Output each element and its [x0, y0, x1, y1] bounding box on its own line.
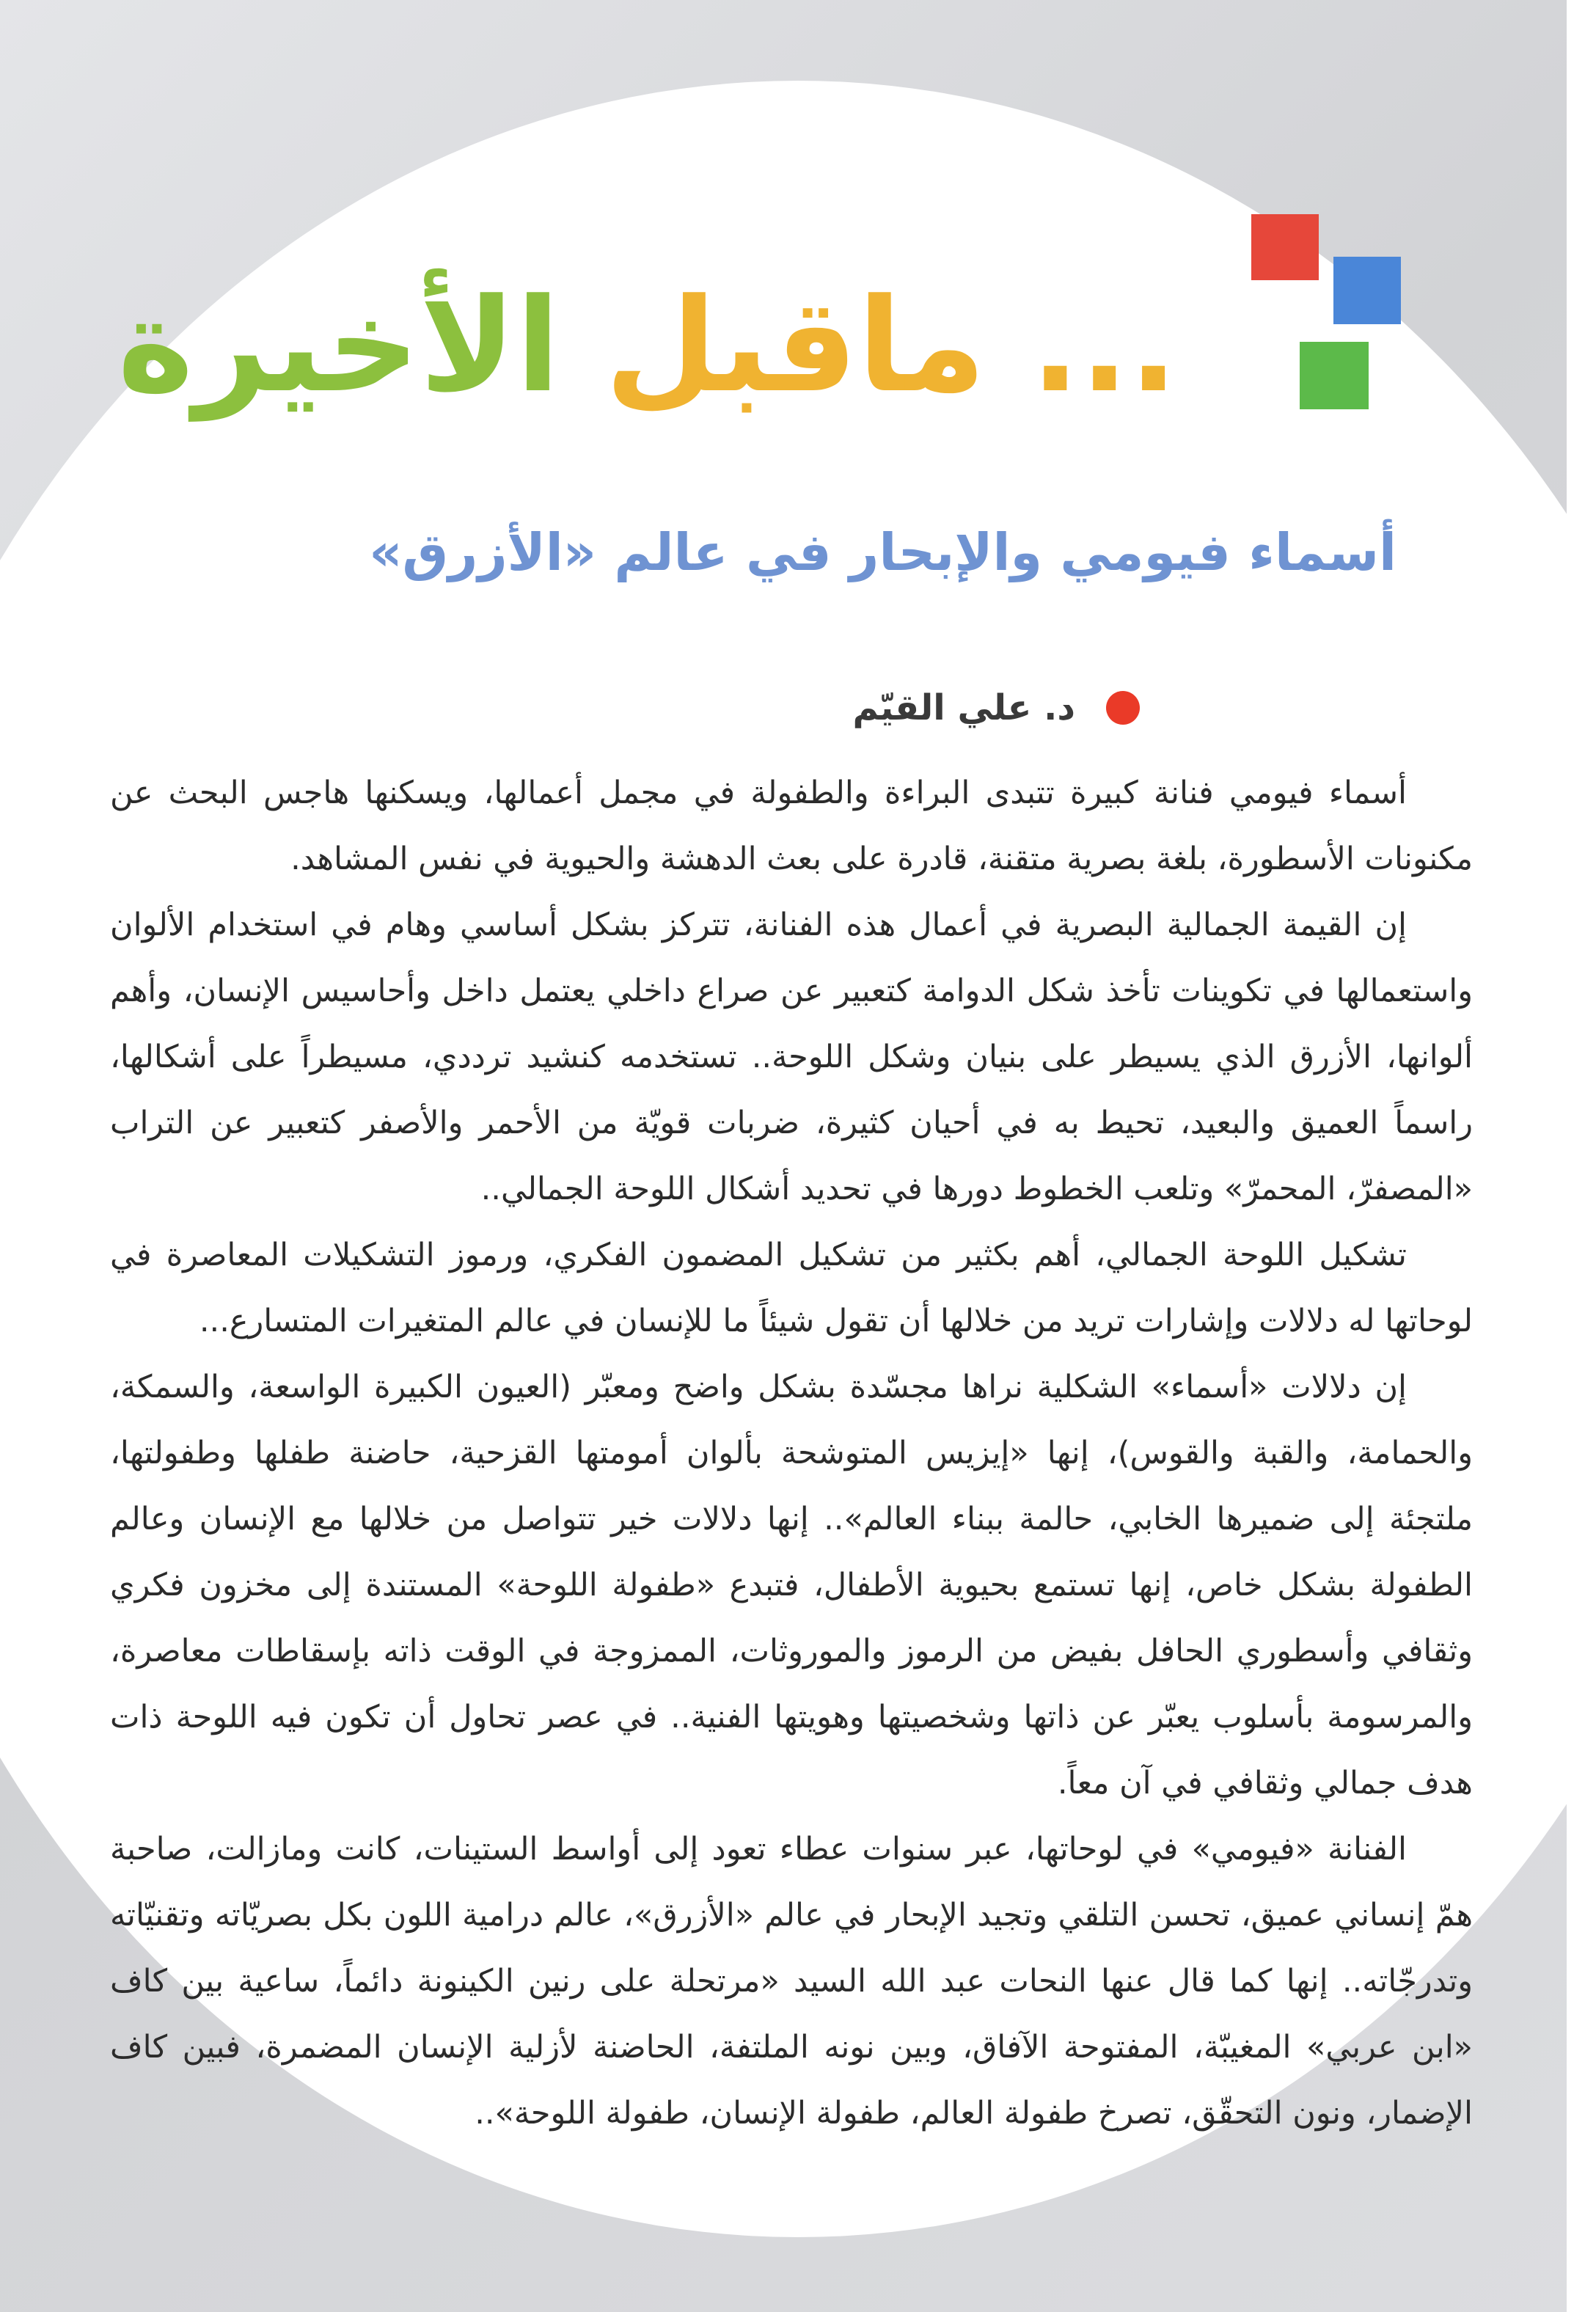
title-word-1: ماقبل: [604, 271, 986, 421]
decor-square-green: [1300, 342, 1369, 409]
article-subtitle: أسماء فيومي والإبحار في عالم «الأزرق»: [369, 522, 1396, 582]
decor-square-red: [1251, 214, 1319, 280]
page-title: [117, 258, 1178, 434]
bullet-dot-icon: [1106, 691, 1140, 725]
title-dots: ...: [1031, 271, 1178, 421]
paragraph-2: إن القيمة الجمالية البصرية في أعمال هذه الفنانة، تتركز بشكل أساسي وهام في استخدام الألوان واستعمالها في تكوينات تأخذ شكل الدوامة كتعبير عن صراع داخلي يعتمل داخل وأحاسيس الإنسان، وأهم ألوانها، الأزرق الذي يسيطر على بنيان وشكل اللوحة.. تستخدمه كنشيد ترددي، مسيطراً على أشكالها، راسماً العميق والبعيد، تحيط به في أحيان كثيرة، ضربات قويّة من الأحمر والأصفر كتعبير عن التراب «المصفرّ، المحمرّ» وتلعب الخطوط دورها في تحديد أشكال اللوحة الجمالي..: [110, 907, 1473, 1207]
title-word-2: الأخيرة: [117, 271, 560, 421]
paragraph-1: أسماء فيومي فنانة كبيرة تتبدى البراءة والطفولة في مجمل أعمالها، ويسكنها هاجس البحث عن مكنونات الأسطورة، بلغة بصرية متقنة، قادرة على بعث الدهشة والحيوية في نفس المشاهد.: [110, 775, 1473, 877]
author-line: [853, 675, 1141, 741]
author-name: د. علي القيّم: [852, 687, 1075, 728]
paragraph-5: الفنانة «فيومي» في لوحاتها، عبر سنوات عطاء تعود إلى أواسط الستينات، كانت ومازالت، صاحبة همّ إنساني عميق، تحسن التلقي وتجيد الإبحار في عالم «الأزرق»، عالم درامية اللون بكل بصريّاته وتقنيّاته وتدرجّاته.. إنها كما قال عنها النحات عبد الله السيد «مرتحلة على رنين الكينونة دائماً، ساعية بين كاف «ابن عربي» المغيبّة، المفتوحة الآفاق، وبين نونه الملتفة، الحاضنة لأزلية الإنسان المضمرة، فبين كاف الإضمار، ونون التحقّق، تصرخ طفولة العالم، طفولة الإنسان، طفولة اللوحة»..: [110, 1831, 1473, 2132]
decor-square-blue: [1333, 257, 1401, 324]
article-body: [110, 760, 1473, 2146]
paragraph-3: تشكيل اللوحة الجمالي، أهم بكثير من تشكيل المضمون الفكري، ورموز التشكيلات المعاصرة في لوحاتها له دلالات وإشارات تريد من خلالها أن تقول شيئاً ما للإنسان في عالم المتغيرات المتسارع...: [110, 1237, 1473, 1339]
page-edge-strip: [1567, 0, 1596, 2312]
paragraph-4: إن دلالات «أسماء» الشكلية نراها مجسّدة بشكل واضح ومعبّر (العيون الكبيرة الواسعة، والسمكة، والحمامة، والقبة والقوس)، إنها «إيزيس المتوشحة بألوان أمومتها القزحية، حاضنة طفلها وطفولتها، ملتجئة إلى ضميرها الخابي، حالمة ببناء العالم».. إنها دلالات خير تتواصل من خلالها مع الإنسان وعالم الطفولة بشكل خاص، إنها تستمع بحيوية الأطفال، فتبدع «طفولة اللوحة» المستندة إلى مخزون فكري وثقافي وأسطوري الحافل بفيض من الرموز والموروثات، الممزوجة في الوقت ذاته بإسقاطات معاصرة، والمرسومة بأسلوب يعبّر عن ذاتها وشخصيتها وهويتها الفنية.. في عصر تحاول أن تكون فيه اللوحة ذات هدف جمالي وثقافي في آن معاً.: [110, 1369, 1473, 1801]
